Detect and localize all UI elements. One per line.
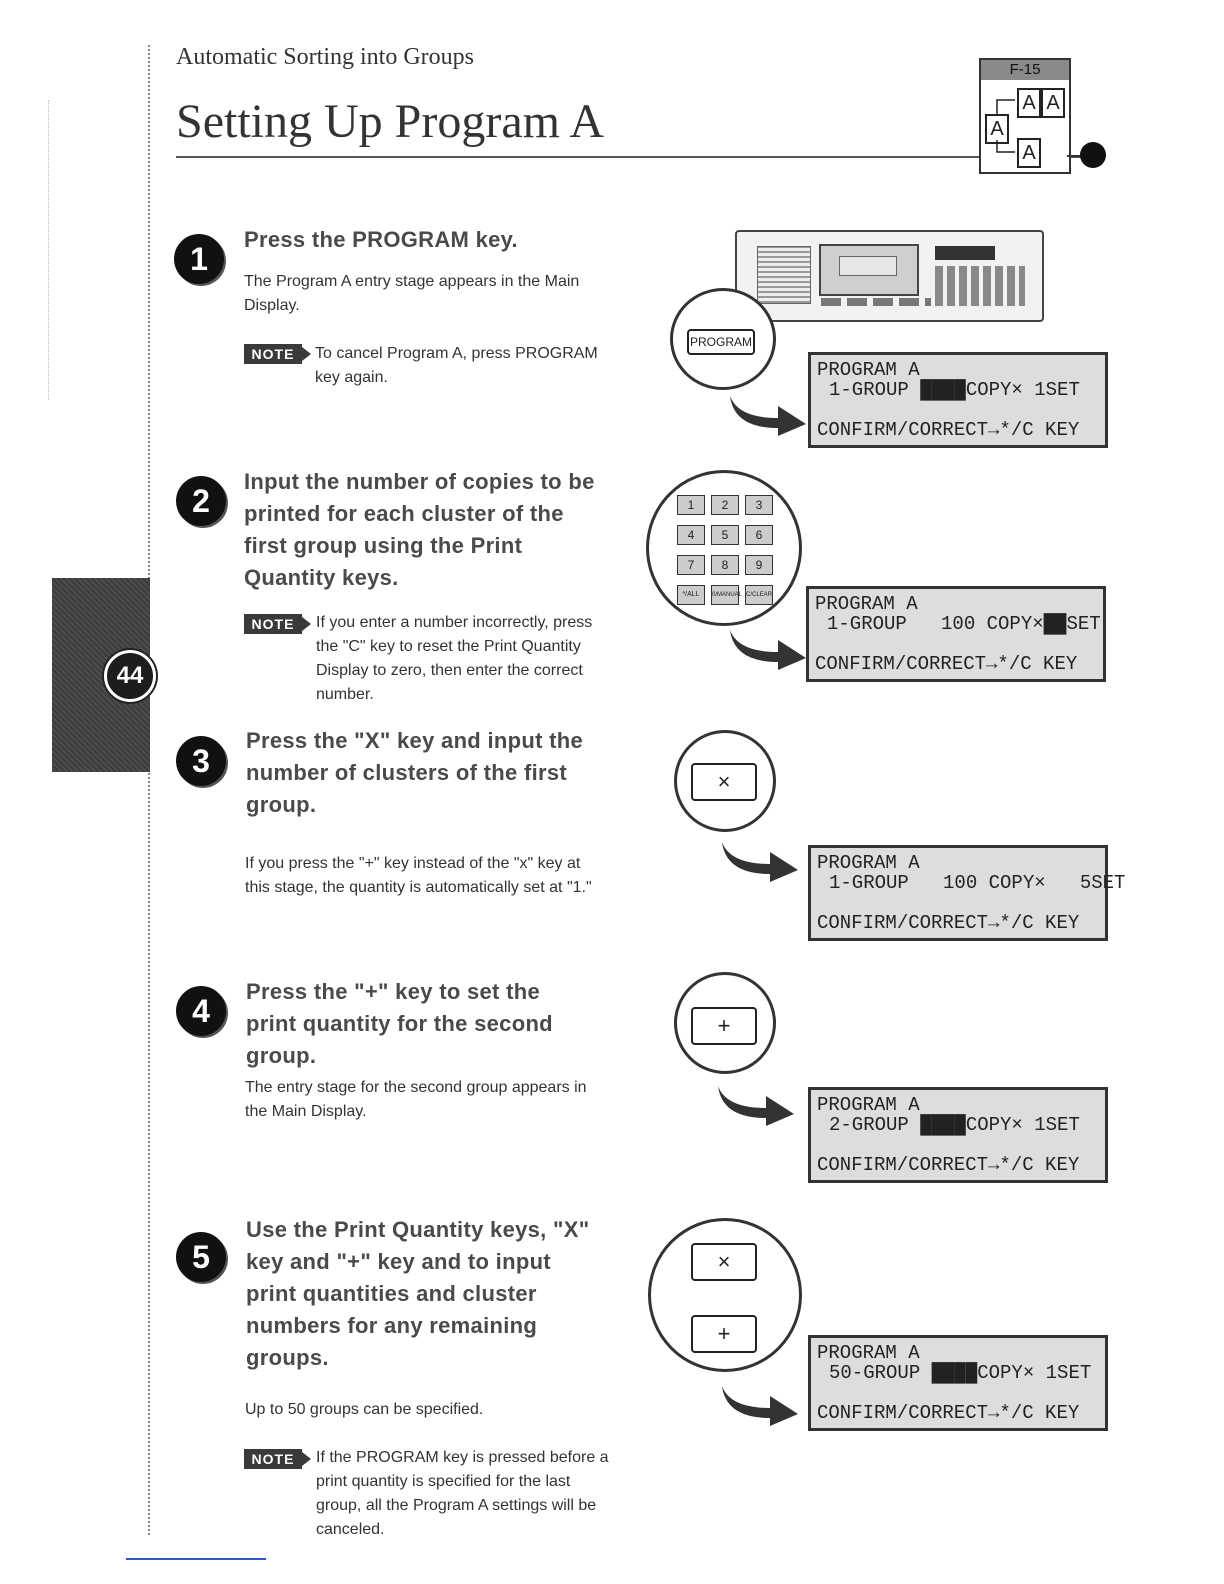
badge-letter-box: A [1017, 88, 1041, 118]
note-badge: NOTE [244, 614, 302, 634]
keypad-key-7[interactable]: 7 [677, 555, 705, 575]
control-panel-illustration [735, 230, 1044, 322]
step-number: 5 [176, 1232, 226, 1282]
keypad-key-0[interactable]: 0/MANUAL [711, 585, 739, 605]
page-title: Setting Up Program A [176, 95, 604, 148]
sort-arrows-icon [981, 60, 1069, 172]
display-window [839, 256, 897, 276]
plus-key-zoom [674, 972, 776, 1074]
badge-letter-box: A [985, 114, 1009, 144]
feature-badge [979, 58, 1071, 174]
main-display-screen: PROGRAM A 50-GROUP ████COPY× 1SET CONFIRM/CORRECT→*/C KEY [808, 1335, 1108, 1431]
badge-dot-icon [1080, 142, 1106, 168]
program-key-zoom [670, 288, 776, 390]
step-number: 2 [176, 476, 226, 526]
main-display-screen: PROGRAM A 1-GROUP ████COPY× 1SET CONFIRM/CORRECT→*/C KEY [808, 352, 1108, 448]
note-badge: NOTE [244, 1449, 302, 1469]
note-badge: NOTE [244, 344, 302, 364]
badge-letter-box: A [1041, 88, 1065, 118]
keypad-key-5[interactable]: 5 [711, 525, 739, 545]
arrow-icon [728, 628, 808, 670]
plus-key[interactable]: + [691, 1315, 757, 1353]
keypad-key-6[interactable]: 6 [745, 525, 773, 545]
note-text: If the PROGRAM key is pressed before a print quantity is specified for the last group, all the Program A settings will be canceled. [316, 1449, 609, 1538]
keypad-key-clear[interactable]: C/CLEAR [745, 585, 773, 605]
keypad-key-4[interactable]: 4 [677, 525, 705, 545]
section-title: Automatic Sorting into Groups [176, 44, 474, 70]
footer-rule [126, 1558, 266, 1560]
keypad-key-all[interactable]: */ALL [677, 585, 705, 605]
step-body: If you press the "+" key instead of the "x" key at this stage, the quantity is automatically set at "1." [245, 855, 592, 896]
step-heading: Use the Print Quantity keys, "X" key and "+" key and to input print quantities and cluster numbers for any remaining groups. [246, 1217, 590, 1370]
step-number: 4 [176, 986, 226, 1036]
step-heading: Press the PROGRAM key. [244, 227, 518, 252]
quantity-display [935, 246, 995, 260]
main-display-screen: PROGRAM A 2-GROUP ████COPY× 1SET CONFIRM/CORRECT→*/C KEY [808, 1087, 1108, 1183]
step-heading: Input the number of copies to be printed for each cluster of the first group using the Print Quantity keys. [244, 469, 595, 590]
plus-key[interactable]: + [691, 1007, 757, 1045]
arrow-icon [720, 840, 800, 882]
note-text: If you enter a number incorrectly, press the "C" key to reset the Print Quantity Display to zero, then enter the correct number. [316, 614, 593, 703]
badge-connector [1067, 155, 1081, 157]
keypad-key-8[interactable]: 8 [711, 555, 739, 575]
arrow-icon [716, 1084, 796, 1126]
keypad-key-1[interactable]: 1 [677, 495, 705, 515]
main-display-screen: PROGRAM A 1-GROUP 100 COPY×██SET CONFIRM/CORRECT→*/C KEY [806, 586, 1106, 682]
margin-line-faint [48, 100, 49, 400]
arrow-icon [728, 394, 808, 436]
main-display-screen: PROGRAM A 1-GROUP 100 COPY× 5SET CONFIRM/CORRECT→*/C KEY [808, 845, 1108, 941]
panel-button-row [821, 298, 931, 306]
badge-letter-box: A [1017, 138, 1041, 168]
note-text: To cancel Program A, press PROGRAM key again. [315, 345, 598, 386]
keypad-key-2[interactable]: 2 [711, 495, 739, 515]
feature-code: F-15 [981, 60, 1069, 80]
title-rule [176, 156, 1082, 158]
keypad-zoom [646, 470, 802, 626]
keypad-key-9[interactable]: 9 [745, 555, 773, 575]
step-body: Up to 50 groups can be specified. [245, 1401, 484, 1418]
times-key-zoom [674, 730, 776, 832]
step-body: The Program A entry stage appears in the Main Display. [244, 273, 580, 314]
step-heading: Press the "X" key and input the number of clusters of the first group. [246, 728, 584, 817]
keypad-key-3[interactable]: 3 [745, 495, 773, 515]
step-number: 1 [174, 234, 224, 284]
step-number: 3 [176, 736, 226, 786]
panel-indicator-block [757, 246, 811, 304]
step-heading: Press the "+" key to set the print quantity for the second group. [246, 979, 553, 1068]
margin-line [148, 45, 150, 1535]
times-key[interactable]: × [691, 763, 757, 801]
times-plus-keys-zoom [648, 1218, 802, 1372]
page-number: 44 [104, 650, 156, 702]
program-key[interactable]: PROGRAM [687, 329, 755, 355]
step-body: The entry stage for the second group appears in the Main Display. [245, 1079, 587, 1120]
arrow-icon [720, 1384, 800, 1426]
times-key[interactable]: × [691, 1243, 757, 1281]
panel-keys [935, 266, 1025, 306]
